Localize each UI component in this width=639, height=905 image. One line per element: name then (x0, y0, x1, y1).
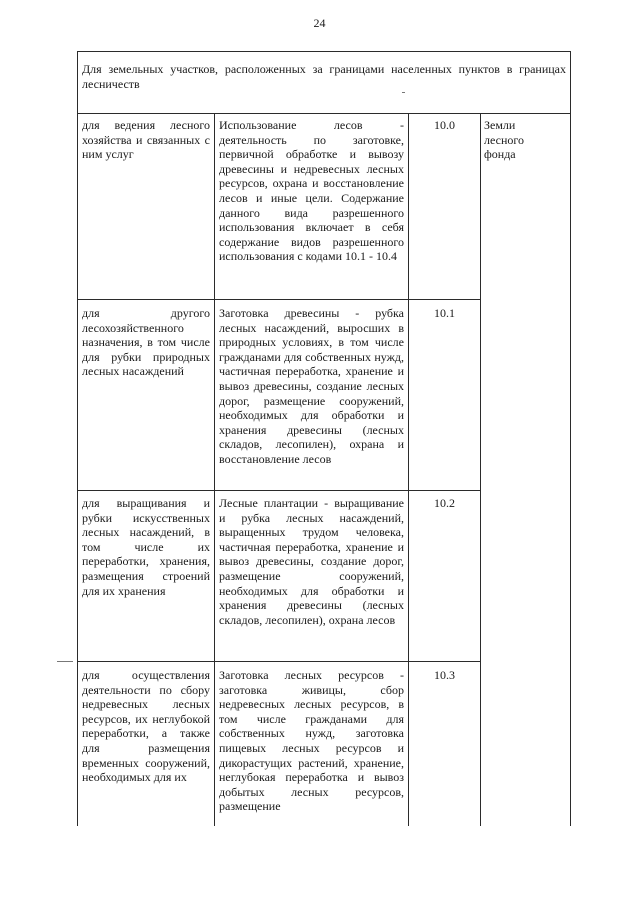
table-border-top (77, 51, 571, 52)
page-number: 24 (313, 16, 326, 30)
header-row-border (77, 113, 571, 114)
row-1-name: для ведения лесного хозяйства и связанных с ним услуг (82, 118, 210, 162)
row-2-code: 10.1 (434, 306, 455, 320)
section-header: Для земельных участков, расположенных за границами населенных пунктов в границах лесничеств (82, 62, 566, 91)
row-3-code: 10.2 (434, 496, 455, 510)
row-4-description: Заготовка лесных ресурсов - заготовка живицы, сбор недревесных лесных ресурсов, в том числе гражданами для собственных нужд, заготовка пищевых лесных ресурсов и дикорастущих растений, хранение, неглубокая переработка и вывоз добытых лесных ресурсов, размещение (219, 668, 404, 814)
table-border-left (77, 51, 78, 826)
row-1-code: 10.0 (434, 118, 455, 132)
row-4-name: для осуществления деятельности по сбору недревесных лесных ресурсов, их неглубокой переработки, а также для размещения временных сооружений, необходимых для их (82, 668, 210, 785)
row-border (77, 490, 480, 491)
row-2-description: Заготовка древесины - рубка лесных насаждений, выросших в природных условиях, в том числе гражданами для собственных нужд, частичная переработка, хранение и вывоз древесины, создание лесных дорог, размещение сооружений, необходимых для обработки и хранения древесины (лесных складов, лесопилен), охрана и восстановление лесов (219, 306, 404, 466)
row-3-description: Лесные плантации - выращивание и рубка лесных насаждений, выращенных трудом человека, частичная переработка, хранение и вывоз древесины, создание дорог, размещение сооружений, необходимых для обработки и хранения древесины (лесных складов, лесопилен), охрана лесов (219, 496, 404, 627)
scan-mark (402, 92, 405, 93)
table-border-right (570, 51, 571, 826)
column-divider (214, 113, 215, 826)
land-category: Земли лесного фонда (484, 118, 524, 162)
row-1-description: Использование лесов - деятельность по заготовке, первичной обработке и вывозу древесины и недревесных лесных ресурсов, охрана и восстановление лесов и иные цели. Содержание данного вида разрешенного использования включает в себя содержание видов разрешенного использования с кодами 10.1 - 10.4 (219, 118, 404, 264)
scan-mark (57, 661, 73, 662)
row-2-name: для другого лесохозяйственного назначения, в том числе для рубки природных лесных насаждений (82, 306, 210, 379)
column-divider (408, 113, 409, 826)
row-3-name: для выращивания и рубки искусственных лесных насаждений, в том числе их переработки, хранения, размещения строений для их хранения (82, 496, 210, 598)
row-border (77, 661, 480, 662)
column-divider (480, 113, 481, 826)
row-4-code: 10.3 (434, 668, 455, 682)
row-border (77, 299, 480, 300)
